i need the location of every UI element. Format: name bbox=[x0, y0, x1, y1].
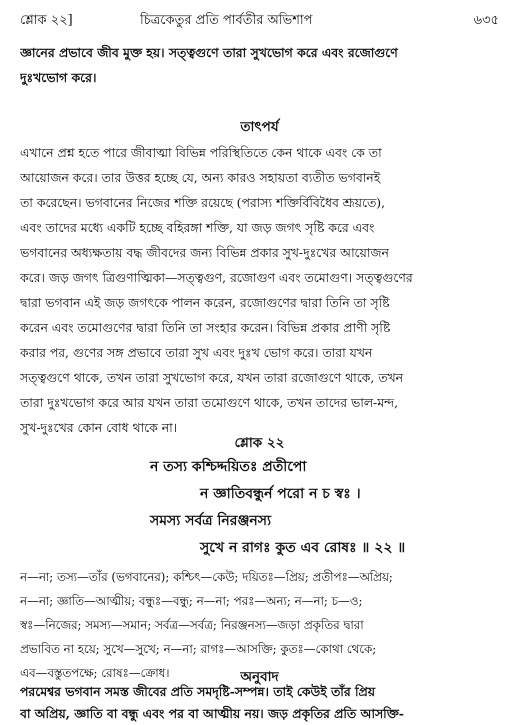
purport-paragraph bbox=[20, 140, 499, 440]
verse-line: ন তস্য কশ্চিদ্দয়িতঃ প্রতীপো bbox=[150, 459, 307, 475]
synonym-line: প্রভাবিত না হয়ে; সুখে—সুখে; ন—না; রাগঃ—আসক্তি; কুতঃ—কোথা থেকে; bbox=[20, 642, 377, 656]
translation-heading: অনুবাদ bbox=[240, 669, 279, 685]
text-line: করে। জড় জগৎ ত্রিগুণাত্মিকা—সত্ত্বগুণ, রজোগুণ এবং তমোগুণ। সত্ত্বগুণের bbox=[20, 270, 413, 285]
text-line: তা করেছেন। ভগবানের নিজের শক্তি রয়েছে (পরাস্য শক্তির্বিবিধৈব শ্রূয়তে), bbox=[20, 195, 386, 210]
text-line: করেন এবং তমোগুণের দ্বারা তিনি তা সংহার করেন। বিভিন্ন প্রকার প্রাণী সৃষ্টি bbox=[20, 320, 391, 335]
running-header bbox=[20, 11, 499, 33]
verse-heading: শ্লোক ২২ bbox=[234, 435, 285, 451]
text-line: দ্বারা ভগবান এই জড় জগৎকে পালন করেন, রজোগুণের দ্বারা তিনি তা সৃষ্টি bbox=[20, 295, 390, 310]
text-line: এবং তাদের মধ্যে একটি হচ্ছে বহিরঙ্গা শক্তি, যা জড় জগৎ সৃষ্টি করে এবং bbox=[20, 220, 375, 235]
text-line: সুখ-দুঃখের কোন বোধ থাকে না। bbox=[20, 420, 178, 435]
header-page-number: ৬৩৫ bbox=[473, 13, 499, 28]
text-line: এখানে প্রশ্ন হতে পারে জীবাত্মা বিভিন্ন পরিস্থিতিতে কেন থাকে এবং কে তা bbox=[20, 145, 382, 160]
verse-line: সমস্য সর্বত্র নিরঞ্জনস্য bbox=[150, 513, 272, 529]
intro-paragraph bbox=[20, 40, 499, 90]
synonym-line: এব—বস্তুতপক্ষে; রোষঃ—ক্রোধ। bbox=[20, 666, 170, 680]
verse-line: সুখে ন রাগঃ কুত এব রোষঃ ॥ ২২ ॥ bbox=[200, 540, 406, 556]
text-line: আয়োজন করে। তার উত্তর হচ্ছে যে, অন্য কারও সহায়তা ব্যতীত ভগবানই bbox=[20, 170, 381, 185]
verse-line: ন জ্ঞাতিবন্ধুর্ন পরো ন চ স্বঃ । bbox=[200, 486, 361, 502]
text-line: তারা দুঃখভোগ করে আর যখন তারা তমোগুণে থাকে, তখন তাদের ভাল-মন্দ, bbox=[20, 395, 399, 410]
text-line: করার পর, গুণের সঙ্গ প্রভাবে তারা সুখ এবং দুঃখ ভোগ করে। তারা যখন bbox=[20, 345, 373, 360]
header-chapter-title: চিত্রকেতুর প্রতি পার্বতীর অভিশাপ bbox=[140, 13, 313, 28]
text-line: পরমেশ্বর ভগবান সমস্ত জীবের প্রতি সমদৃষ্টি-সম্পন্ন। তাই কেউই তাঁর প্রিয় bbox=[20, 684, 376, 699]
synonym-line: ন—না; তস্য—তাঁর (ভগবানের); কশ্চিৎ—কেউ; দয়িতঃ—প্রিয়; প্রতীপঃ—অপ্রিয়; bbox=[20, 570, 393, 584]
purport-heading: তাৎপর্য bbox=[240, 119, 279, 135]
header-verse-number: শ্লোক ২২] bbox=[20, 13, 73, 28]
text-line: ভগবানের অধ্যক্ষতায় বদ্ধ জীবদের জন্য বিভিন্ন প্রকার সুখ-দুঃখের আয়োজন bbox=[20, 245, 389, 260]
synonym-line: ন—না; জ্ঞাতি—আত্মীয়; বন্ধুঃ—বন্ধু; ন—না; পরঃ—অন্য; ন—না; চ—ও; bbox=[20, 594, 363, 608]
translation-paragraph bbox=[20, 681, 499, 725]
text-line: দুঃখভোগ করে। bbox=[20, 70, 97, 85]
text-line: সত্ত্বগুণে থাকে, তখন তারা সুখভোগ করে, যখন তারা রজোগুণে থাকে, তখন bbox=[20, 370, 404, 385]
synonym-line: স্বঃ—নিজের; সমস্য—সমান; সর্বত্র—সর্বত্র; নিরঞ্জনস্য—জড়া প্রকৃতির দ্বারা bbox=[20, 618, 364, 632]
text-line: জ্ঞানের প্রভাবে জীব মুক্ত হয়। সত্ত্বগুণে তারা সুখভোগ করে এবং রজোগুণে bbox=[20, 45, 398, 60]
text-line: বা অপ্রিয়, জ্ঞাতি বা বন্ধু এবং পর বা আত্মীয় নয়। জড় প্রকৃতির প্রতি আসক্তি- bbox=[20, 706, 404, 721]
